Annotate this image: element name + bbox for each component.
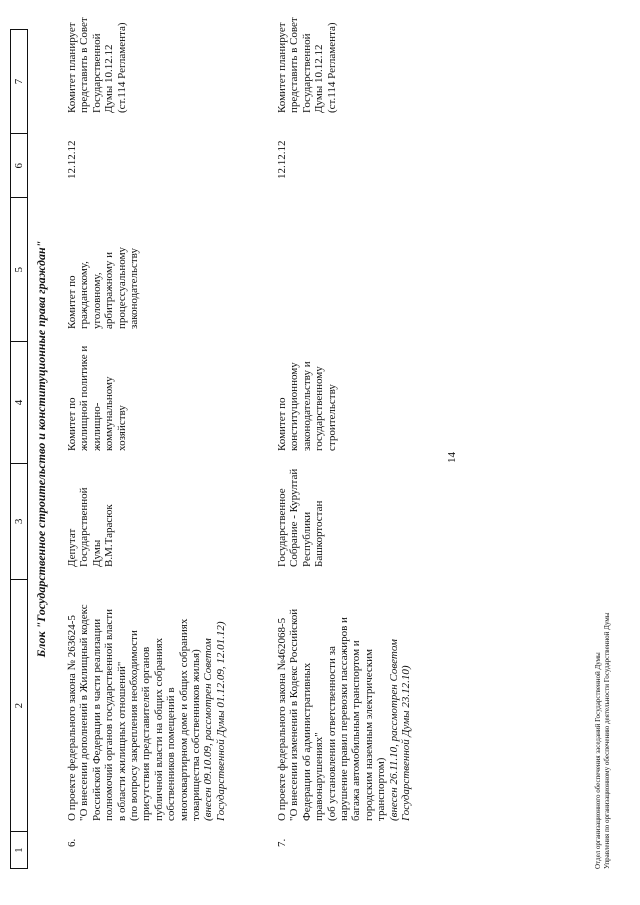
block-title: Блок "Государственное строительство и конституционные права граждан" xyxy=(34,240,48,658)
column-header-2: 2 xyxy=(11,579,27,832)
column-header-1: 1 xyxy=(11,831,27,868)
column-header-6: 6 xyxy=(11,133,27,197)
column-header-4: 4 xyxy=(11,341,27,463)
responsible-committee: Комитет по жилищной политике и жилищно- коммунальному хозяйству xyxy=(66,345,128,451)
row-number: 6. xyxy=(66,838,78,847)
co-committee: Комитет по гражданскому, уголовному, арбитражному и процессуальному законодательству xyxy=(66,246,141,329)
responsible-committee: Комитет по конституционному законодательству и государственному строительству xyxy=(276,361,338,451)
column-header-5: 5 xyxy=(11,197,27,341)
bill-author: Депутат Государственной Думы В.М.Тарасюк xyxy=(66,487,116,567)
page-number: 14 xyxy=(446,452,458,463)
bill-author: Государственное Собрание - Курултай Республики Башкортостан xyxy=(276,468,326,567)
column-header-row xyxy=(10,29,28,869)
footer-line-1: Отдел организационного обеспечения заседаний Государственной Думы xyxy=(594,652,602,869)
bill-note: (внесен 09.10.09, рассмотрен Советом Государственной Думы 01.12.09, 12.01.12) xyxy=(202,621,227,821)
agenda-table xyxy=(10,17,413,869)
row-number: 7. xyxy=(276,838,288,847)
bill-title: О проекте федерального закона №462068-5 "О внесении изменений в Кодекс Российской Федерации об административных правонарушениях" (об установлении ответственности за нарушение правил перевозки пассажиров и багажа автомобильным транспортом и городским наземным электрическим транспортом) (внесен 26.11.10, рассмотрен Советом Государственной Думы 23.12.10) xyxy=(276,608,413,821)
date: 12.12.12 xyxy=(66,140,78,179)
bill-note: (внесен 26.11.10, рассмотрен Советом Государственной Думы 23.12.10) xyxy=(387,639,413,821)
column-header-3: 3 xyxy=(11,463,27,579)
column-header-7: 7 xyxy=(13,78,25,85)
bill-title: О проекте федерального закона № 263624-5 "О внесении дополнений в Жилищный кодекс Российской Федерации в части реализации полномочий органов государственной власти в области жилищных отношений" (по вопросу закрепления необходимости присутствия представителей органов публичной власти на общих собраниях собственников помещений в многоквартирном доме и общих собраниях товарищества собственников жилья) (внесен 09.10.09, рассмотрен Советом Государственной Думы 01.12.09, 12.01.12) xyxy=(66,604,227,821)
decision: Комитет планирует представить в Совет Государственной Думы 10.12.12 (ст.114 Регламента) xyxy=(276,17,338,113)
date: 12.12.12 xyxy=(276,140,288,179)
decision: Комитет планирует представить в Совет Государственной Думы 10.12.12 (ст.114 Регламента) xyxy=(66,17,128,113)
footer-line-2: Управления по организационному обеспечению деятельности Государственной Думы xyxy=(603,612,611,869)
footer xyxy=(594,613,612,869)
